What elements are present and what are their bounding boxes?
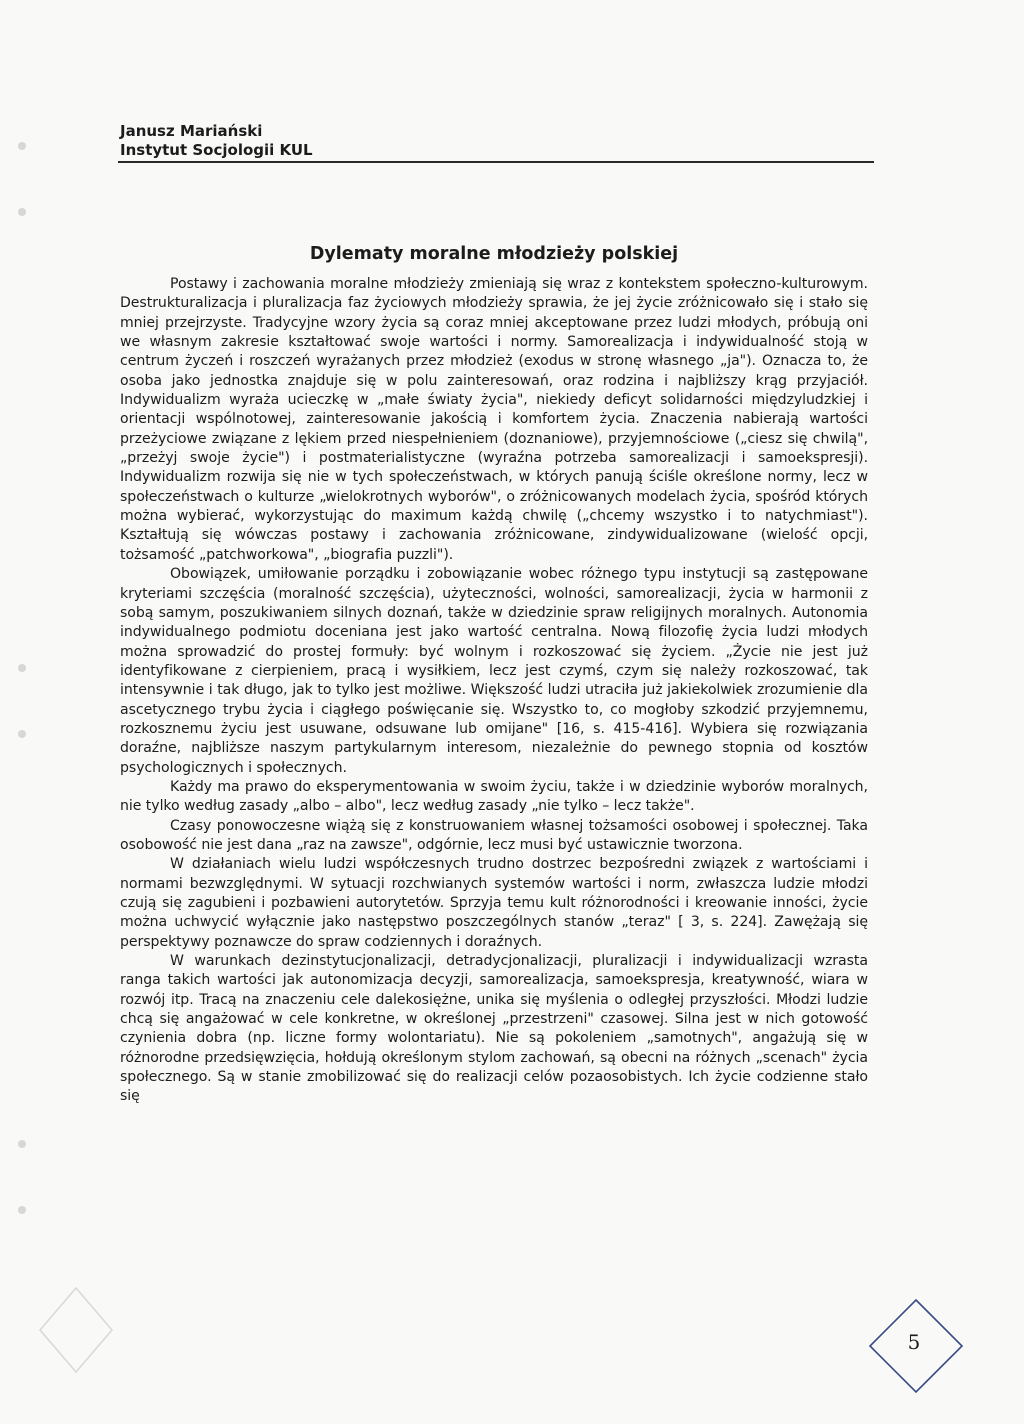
punch-hole — [18, 1140, 26, 1148]
paragraph-2: Obowiązek, umiłowanie porządku i zobowiązanie wobec różnego typu instytucji są zastępowane kryteriami szczęścia (moralność szczęścia), użyteczności, wolności, samorealizacji, życia w harmonii z sobą samym, poszukiwaniem silnych doznań, także w dziedzinie spraw religijnych moralnych. Autonomia indywidualnego podmiotu doceniana jest jako wartość centralna. Nową filozofię życia ludzi młodych można sprowadzić do prostej formuły: być wolnym i rozkoszować się życiem. „Życie nie jest już identyfikowane z cierpieniem, pracą i wysiłkiem, lecz jest czymś, czym się należy rozkoszować, tak intensywnie i tak długo, jak to tylko jest możliwe. Większość ludzi utraciła już jakiekolwiek zrozumienie dla ascetycznego trybu życia i ciągłego poświęcanie się. Wszystko to, co mogłoby szkodzić przyjemnemu, rozkosznemu życiu jest usuwane, odsuwane lub omijane" [16, s. 415-416]. Wybiera się rozwiązania doraźne, najbliższe naszym partykularnym interesom, niezależnie do pewnego stopnia od kosztów psychologicznych i społecznych. — [120, 566, 868, 776]
header-rule — [118, 161, 874, 163]
paragraph-4: Czasy ponowoczesne wiążą się z konstruowaniem własnej tożsamości osobowej i społecznej. Taka osobowość nie jest dana „raz na zawsze", odgórnie, lecz musi być ustawicznie tworzona. — [120, 817, 868, 853]
article-body — [120, 275, 868, 1107]
paragraph-3: Każdy ma prawo do eksperymentowania w swoim życiu, także i w dziedzinie wyborów moralnych, nie tylko według zasady „albo – albo", lecz według zasady „nie tylko – lecz także". — [120, 778, 868, 815]
paragraph-6: W warunkach dezinstytucjonalizacji, detradycjonalizacji, pluralizacji i indywidualizacji wzrasta ranga takich wartości jak autonomizacja decyzji, samorealizacja, samoekspresja, kreatywność, wiara w rozwój itp. Tracą na znaczeniu cele dalekosiężne, unika się myślenia o odległej przyszłości. Młodzi ludzie chcą się angażować w cele konkretne, w określonej „przestrzeni" czasowej. Silna jest w nich gotowość czynienia dobra (np. liczne formy wolontariatu). Nie są pokoleniem „samotnych", angażują się w różnorodne przedsięwzięcia, hołdują określonym stylom zachowań, są obecni na różnych „scenach" życia społecznego. Są w stanie zmobilizować się do realizacji celów pozaosobistych. Ich życie codzienne stało się — [120, 953, 868, 1105]
document-header — [120, 122, 313, 160]
paragraph-1: Postawy i zachowania moralne młodzieży zmieniają się wraz z kontekstem społeczno-kulturowym. Destrukturalizacja i pluralizacja faz życiowych młodzieży sprawia, że jej życie zróżnicowało się i stało się mniej przejrzyste. Tradycyjne wzory życia są coraz mniej akceptowane przez ludzi młodych, próbują oni we własnym zakresie kształtować swoje wartości i normy. Samorealizacja i indywidualność stoją w centrum życzeń i roszczeń wyrażanych przez młodzież (exodus w stronę własnego „ja"). Oznacza to, że osoba jako jednostka znajduje się w polu zainteresowań, oraz rodzina i najbliższy krąg przyjaciół. Indywidualizm wyraża ucieczkę w „małe światy życia", niekiedy deficyt solidarności międzyludzkiej i orientacji wspólnotowej, zainteresowanie jakością i komfortem życia. Znaczenia nabierają wartości przeżyciowe związane z lękiem przed niespełnieniem (doznaniowe), przyjemnościowe („ciesz się chwilą", „przeżyj swoje życie") i postmaterialistyczne (wyraźna potrzeba samorealizacji i samoekspresji). Indywidualizm rozwija się nie w tych społeczeństwach, w których panują ściśle określone normy, lecz w społeczeństwach o kulturze „wielokrotnych wyborów", o zróżnicowanych modelach życia, spośród których można wybierać, wykorzystując do maximum każdą chwilę („chcemy wszystko i to natychmiast"). Kształtują się wówczas postawy i zachowania zróżnicowane, zindywidualizowane (wielość opcji, tożsamość „patchworkowa", „biografia puzzli"). — [120, 276, 868, 563]
article-title: Dylematy moralne młodzieży polskiej — [309, 244, 679, 264]
punch-hole — [18, 142, 26, 150]
paragraph-5: W działaniach wielu ludzi współczesnych trudno dostrzec bezpośredni związek z wartościami i normami bezwzględnymi. W sytuacji rozchwianych systemów wartości i norm, zwłaszcza ludzie młodzi czują się zagubieni i pozbawieni autorytetów. Sprzyja temu kult różnorodności i kreowanie inności, życie można uchwycić wyłącznie jako następstwo poszczególnych stanów „teraz" [ 3, s. 224]. Zawężają się perspektywy poznawcze do spraw codziennych i doraźnych. — [120, 856, 868, 950]
faint-corner-mark — [36, 1280, 116, 1380]
punch-hole — [18, 208, 26, 216]
page-number: 5 — [907, 1330, 921, 1354]
punch-hole — [18, 1206, 26, 1214]
punch-hole — [18, 730, 26, 738]
punch-hole — [18, 664, 26, 672]
author-name: Janusz Mariański — [120, 122, 263, 140]
institute-name: Instytut Socjologii KUL — [120, 141, 313, 159]
